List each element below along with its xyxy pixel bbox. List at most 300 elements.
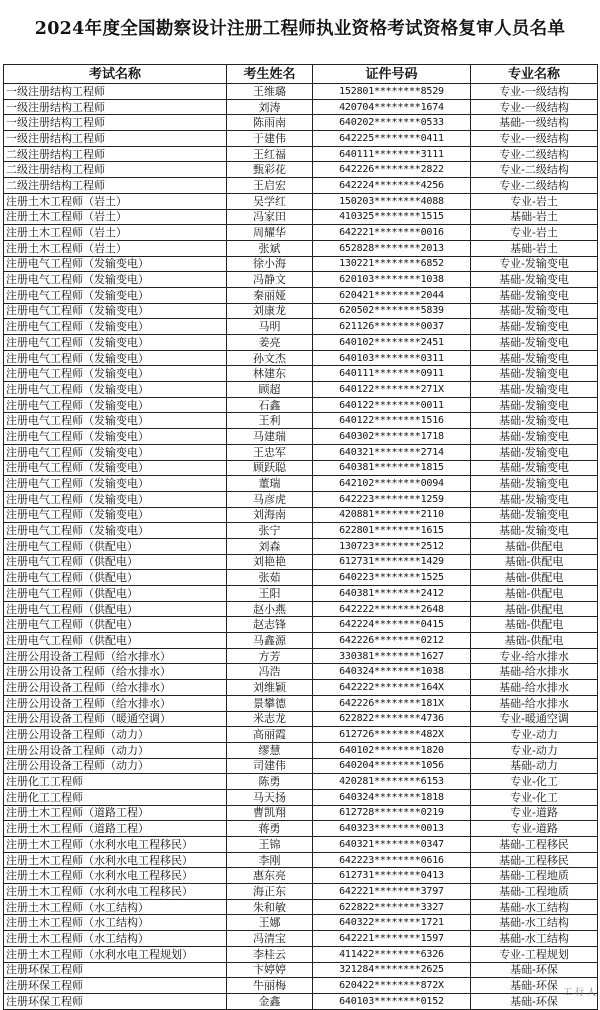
id-number-cell: 621126********0037 bbox=[313, 319, 471, 335]
candidate-name-cell: 刘森 bbox=[227, 538, 313, 554]
exam-name-cell: 注册公用设备工程师（给水排水） bbox=[4, 648, 227, 664]
table-row bbox=[4, 350, 598, 366]
table-row bbox=[4, 444, 598, 460]
candidate-name-cell: 李桂云 bbox=[227, 946, 313, 962]
candidate-table bbox=[3, 64, 598, 1010]
id-number-cell: 640111********3111 bbox=[313, 146, 471, 162]
table-row bbox=[4, 209, 598, 225]
candidate-name-cell: 李刚 bbox=[227, 852, 313, 868]
id-number-cell: 640381********2412 bbox=[313, 586, 471, 602]
exam-name-cell: 注册公用设备工程师（给水排水） bbox=[4, 695, 227, 711]
specialty-cell: 基础-供配电 bbox=[471, 570, 598, 586]
specialty-cell: 专业-工程规划 bbox=[471, 946, 598, 962]
specialty-cell: 基础-给水排水 bbox=[471, 664, 598, 680]
candidate-name-cell: 陈雨南 bbox=[227, 115, 313, 131]
table-row bbox=[4, 84, 598, 100]
exam-name-cell: 注册土木工程师（水利水电工程移民） bbox=[4, 884, 227, 900]
candidate-name-cell: 刘康龙 bbox=[227, 303, 313, 319]
table-row bbox=[4, 774, 598, 790]
exam-name-cell: 注册公用设备工程师（动力） bbox=[4, 727, 227, 743]
table-row bbox=[4, 742, 598, 758]
id-number-cell: 620422********872X bbox=[313, 978, 471, 994]
specialty-cell: 基础-工程移民 bbox=[471, 837, 598, 853]
candidate-name-cell: 马明 bbox=[227, 319, 313, 335]
candidate-name-cell: 吴学红 bbox=[227, 193, 313, 209]
candidate-name-cell: 景攀德 bbox=[227, 695, 313, 711]
candidate-name-cell: 赵志锋 bbox=[227, 617, 313, 633]
specialty-cell: 专业-道路 bbox=[471, 821, 598, 837]
candidate-name-cell: 张斌 bbox=[227, 240, 313, 256]
table-row bbox=[4, 507, 598, 523]
specialty-cell: 基础-发输变电 bbox=[471, 460, 598, 476]
exam-name-cell: 注册电气工程师（发输变电） bbox=[4, 507, 227, 523]
exam-name-cell: 注册土木工程师（水利水电工程移民） bbox=[4, 837, 227, 853]
exam-name-cell: 注册电气工程师（发输变电） bbox=[4, 413, 227, 429]
exam-name-cell: 注册电气工程师（发输变电） bbox=[4, 429, 227, 445]
table-row bbox=[4, 962, 598, 978]
exam-name-cell: 注册土木工程师（岩土） bbox=[4, 209, 227, 225]
specialty-cell: 基础-工程地质 bbox=[471, 868, 598, 884]
id-number-cell: 642225********0411 bbox=[313, 131, 471, 147]
table-row bbox=[4, 680, 598, 696]
table-row bbox=[4, 382, 598, 398]
id-number-cell: 640102********2451 bbox=[313, 335, 471, 351]
candidate-name-cell: 司建伟 bbox=[227, 758, 313, 774]
candidate-name-cell: 甄彩花 bbox=[227, 162, 313, 178]
table-row bbox=[4, 695, 598, 711]
exam-name-cell: 注册土木工程师（道路工程） bbox=[4, 805, 227, 821]
candidate-name-cell: 方芳 bbox=[227, 648, 313, 664]
specialty-cell: 基础-水工结构 bbox=[471, 915, 598, 931]
specialty-cell: 专业-一级结构 bbox=[471, 99, 598, 115]
exam-name-cell: 注册公用设备工程师（给水排水） bbox=[4, 680, 227, 696]
specialty-cell: 专业-动力 bbox=[471, 727, 598, 743]
id-number-cell: 642222********2648 bbox=[313, 601, 471, 617]
table-row bbox=[4, 789, 598, 805]
specialty-cell: 专业-发输变电 bbox=[471, 256, 598, 272]
id-number-cell: 640223********1525 bbox=[313, 570, 471, 586]
specialty-cell: 专业-化工 bbox=[471, 774, 598, 790]
specialty-cell: 基础-发输变电 bbox=[471, 303, 598, 319]
candidate-name-cell: 马建瑞 bbox=[227, 429, 313, 445]
table-row bbox=[4, 648, 598, 664]
specialty-cell: 基础-供配电 bbox=[471, 601, 598, 617]
specialty-cell: 专业-岩土 bbox=[471, 193, 598, 209]
id-number-cell: 640321********2714 bbox=[313, 444, 471, 460]
table-row bbox=[4, 413, 598, 429]
table-row bbox=[4, 946, 598, 962]
specialty-cell: 专业-化工 bbox=[471, 789, 598, 805]
table-row bbox=[4, 633, 598, 649]
specialty-cell: 基础-发输变电 bbox=[471, 476, 598, 492]
exam-name-cell: 注册电气工程师（发输变电） bbox=[4, 287, 227, 303]
specialty-cell: 基础-发输变电 bbox=[471, 397, 598, 413]
candidate-name-cell: 顾跃聪 bbox=[227, 460, 313, 476]
candidate-name-cell: 冯家田 bbox=[227, 209, 313, 225]
table-row bbox=[4, 491, 598, 507]
candidate-name-cell: 陈勇 bbox=[227, 774, 313, 790]
specialty-cell: 基础-水工结构 bbox=[471, 931, 598, 947]
exam-name-cell: 一级注册结构工程师 bbox=[4, 84, 227, 100]
id-number-cell: 642223********1259 bbox=[313, 491, 471, 507]
specialty-cell: 基础-水工结构 bbox=[471, 899, 598, 915]
id-number-cell: 640122********271X bbox=[313, 382, 471, 398]
candidate-name-cell: 王利 bbox=[227, 413, 313, 429]
table-row bbox=[4, 162, 598, 178]
exam-name-cell: 注册电气工程师（供配电） bbox=[4, 633, 227, 649]
specialty-cell: 基础-发输变电 bbox=[471, 523, 598, 539]
specialty-cell: 专业-二级结构 bbox=[471, 162, 598, 178]
id-number-cell: 642224********4256 bbox=[313, 178, 471, 194]
exam-name-cell: 注册电气工程师（发输变电） bbox=[4, 460, 227, 476]
exam-name-cell: 注册电气工程师（发输变电） bbox=[4, 366, 227, 382]
id-number-cell: 640202********0533 bbox=[313, 115, 471, 131]
candidate-name-cell: 张宁 bbox=[227, 523, 313, 539]
id-number-cell: 642223********0616 bbox=[313, 852, 471, 868]
table-row bbox=[4, 303, 598, 319]
id-number-cell: 321284********2625 bbox=[313, 962, 471, 978]
exam-name-cell: 注册土木工程师（水工结构） bbox=[4, 899, 227, 915]
exam-name-cell: 注册电气工程师（发输变电） bbox=[4, 476, 227, 492]
specialty-cell: 基础-环保 bbox=[471, 993, 598, 1009]
exam-name-cell: 注册电气工程师（发输变电） bbox=[4, 350, 227, 366]
id-number-cell: 130221********6852 bbox=[313, 256, 471, 272]
specialty-cell: 基础-给水排水 bbox=[471, 695, 598, 711]
id-number-cell: 652828********2013 bbox=[313, 240, 471, 256]
table-row bbox=[4, 899, 598, 915]
table-row bbox=[4, 429, 598, 445]
table-row bbox=[4, 554, 598, 570]
exam-name-cell: 注册土木工程师（道路工程） bbox=[4, 821, 227, 837]
table-header-row bbox=[4, 65, 598, 84]
candidate-name-cell: 董瑞 bbox=[227, 476, 313, 492]
specialty-cell: 基础-环保 bbox=[471, 962, 598, 978]
exam-name-cell: 注册土木工程师（岩土） bbox=[4, 193, 227, 209]
specialty-cell: 基础-给水排水 bbox=[471, 680, 598, 696]
exam-name-cell: 注册电气工程师（发输变电） bbox=[4, 397, 227, 413]
id-number-cell: 420881********2110 bbox=[313, 507, 471, 523]
table-row bbox=[4, 852, 598, 868]
id-number-cell: 620103********1038 bbox=[313, 272, 471, 288]
exam-name-cell: 二级注册结构工程师 bbox=[4, 178, 227, 194]
table-row bbox=[4, 240, 598, 256]
specialty-cell: 专业-一级结构 bbox=[471, 131, 598, 147]
candidate-name-cell: 王忠军 bbox=[227, 444, 313, 460]
table-row bbox=[4, 146, 598, 162]
table-row bbox=[4, 931, 598, 947]
table-row bbox=[4, 993, 598, 1009]
exam-name-cell: 注册电气工程师（发输变电） bbox=[4, 256, 227, 272]
id-number-cell: 642224********0415 bbox=[313, 617, 471, 633]
specialty-cell: 专业-动力 bbox=[471, 742, 598, 758]
exam-name-cell: 注册土木工程师（水利水电工程移民） bbox=[4, 852, 227, 868]
exam-name-cell: 注册化工工程师 bbox=[4, 789, 227, 805]
id-number-cell: 612726********482X bbox=[313, 727, 471, 743]
table-row bbox=[4, 617, 598, 633]
header-candidate-name: 考生姓名 bbox=[227, 65, 313, 84]
table-row bbox=[4, 601, 598, 617]
specialty-cell: 基础-发输变电 bbox=[471, 507, 598, 523]
table-row bbox=[4, 115, 598, 131]
header-specialty: 专业名称 bbox=[471, 65, 598, 84]
exam-name-cell: 注册化工工程师 bbox=[4, 774, 227, 790]
exam-name-cell: 二级注册结构工程师 bbox=[4, 146, 227, 162]
id-number-cell: 642221********0016 bbox=[313, 225, 471, 241]
candidate-name-cell: 金鑫 bbox=[227, 993, 313, 1009]
candidate-name-cell: 米志龙 bbox=[227, 711, 313, 727]
id-number-cell: 640103********0152 bbox=[313, 993, 471, 1009]
exam-name-cell: 注册公用设备工程师（动力） bbox=[4, 742, 227, 758]
exam-name-cell: 注册环保工程师 bbox=[4, 993, 227, 1009]
table-row bbox=[4, 99, 598, 115]
exam-name-cell: 注册电气工程师（发输变电） bbox=[4, 319, 227, 335]
id-number-cell: 640102********1820 bbox=[313, 742, 471, 758]
document-title: 2024年度全国勘察设计注册工程师执业资格考试资格复审人员名单 bbox=[0, 0, 600, 58]
candidate-name-cell: 张茹 bbox=[227, 570, 313, 586]
exam-name-cell: 注册环保工程师 bbox=[4, 962, 227, 978]
id-number-cell: 642226********2822 bbox=[313, 162, 471, 178]
specialty-cell: 基础-发输变电 bbox=[471, 444, 598, 460]
watermark: 工 行 人 bbox=[563, 985, 596, 998]
table-row bbox=[4, 335, 598, 351]
table-row bbox=[4, 868, 598, 884]
id-number-cell: 612731********0413 bbox=[313, 868, 471, 884]
specialty-cell: 基础-发输变电 bbox=[471, 491, 598, 507]
candidate-name-cell: 王红福 bbox=[227, 146, 313, 162]
specialty-cell: 基础-动力 bbox=[471, 758, 598, 774]
specialty-cell: 基础-工程移民 bbox=[471, 852, 598, 868]
id-number-cell: 640122********0011 bbox=[313, 397, 471, 413]
specialty-cell: 专业-给水排水 bbox=[471, 648, 598, 664]
table-row bbox=[4, 131, 598, 147]
candidate-name-cell: 王启宏 bbox=[227, 178, 313, 194]
candidate-name-cell: 刘海南 bbox=[227, 507, 313, 523]
id-number-cell: 642222********164X bbox=[313, 680, 471, 696]
exam-name-cell: 注册土木工程师（水工结构） bbox=[4, 931, 227, 947]
specialty-cell: 基础-发输变电 bbox=[471, 350, 598, 366]
exam-name-cell: 注册环保工程师 bbox=[4, 978, 227, 994]
table-row bbox=[4, 978, 598, 994]
table-row bbox=[4, 476, 598, 492]
exam-name-cell: 注册电气工程师（供配电） bbox=[4, 570, 227, 586]
candidate-name-cell: 秦丽娅 bbox=[227, 287, 313, 303]
exam-name-cell: 注册电气工程师（发输变电） bbox=[4, 491, 227, 507]
table-row bbox=[4, 821, 598, 837]
specialty-cell: 基础-岩土 bbox=[471, 240, 598, 256]
specialty-cell: 基础-一级结构 bbox=[471, 115, 598, 131]
candidate-name-cell: 马天扬 bbox=[227, 789, 313, 805]
exam-name-cell: 注册公用设备工程师（给水排水） bbox=[4, 664, 227, 680]
specialty-cell: 基础-发输变电 bbox=[471, 382, 598, 398]
id-number-cell: 642221********1597 bbox=[313, 931, 471, 947]
id-number-cell: 420281********6153 bbox=[313, 774, 471, 790]
candidate-name-cell: 冯浩 bbox=[227, 664, 313, 680]
id-number-cell: 150203********4088 bbox=[313, 193, 471, 209]
exam-name-cell: 注册公用设备工程师（暖通空调） bbox=[4, 711, 227, 727]
specialty-cell: 基础-发输变电 bbox=[471, 366, 598, 382]
id-number-cell: 640322********1721 bbox=[313, 915, 471, 931]
id-number-cell: 640103********0311 bbox=[313, 350, 471, 366]
table-row bbox=[4, 711, 598, 727]
specialty-cell: 基础-发输变电 bbox=[471, 335, 598, 351]
candidate-name-cell: 王阳 bbox=[227, 586, 313, 602]
exam-name-cell: 注册电气工程师（供配电） bbox=[4, 554, 227, 570]
candidate-name-cell: 蒋勇 bbox=[227, 821, 313, 837]
candidate-name-cell: 马彦虎 bbox=[227, 491, 313, 507]
table-row bbox=[4, 193, 598, 209]
candidate-name-cell: 王娜 bbox=[227, 915, 313, 931]
table-row bbox=[4, 460, 598, 476]
table-row bbox=[4, 287, 598, 303]
id-number-cell: 130723********2512 bbox=[313, 538, 471, 554]
specialty-cell: 基础-发输变电 bbox=[471, 272, 598, 288]
header-exam-name: 考试名称 bbox=[4, 65, 227, 84]
specialty-cell: 基础-发输变电 bbox=[471, 287, 598, 303]
id-number-cell: 640111********0911 bbox=[313, 366, 471, 382]
candidate-name-cell: 卞婷婷 bbox=[227, 962, 313, 978]
id-number-cell: 640321********0347 bbox=[313, 837, 471, 853]
exam-name-cell: 注册土木工程师（水利水电工程移民） bbox=[4, 868, 227, 884]
exam-name-cell: 注册电气工程师（发输变电） bbox=[4, 523, 227, 539]
id-number-cell: 642102********0094 bbox=[313, 476, 471, 492]
specialty-cell: 专业-一级结构 bbox=[471, 84, 598, 100]
exam-name-cell: 一级注册结构工程师 bbox=[4, 99, 227, 115]
specialty-cell: 专业-二级结构 bbox=[471, 146, 598, 162]
specialty-cell: 专业-岩土 bbox=[471, 225, 598, 241]
candidate-name-cell: 顾超 bbox=[227, 382, 313, 398]
exam-name-cell: 注册土木工程师（岩土） bbox=[4, 240, 227, 256]
candidate-name-cell: 王维璐 bbox=[227, 84, 313, 100]
exam-name-cell: 注册电气工程师（发输变电） bbox=[4, 335, 227, 351]
table-body bbox=[4, 84, 598, 1010]
candidate-name-cell: 刘涛 bbox=[227, 99, 313, 115]
id-number-cell: 622822********4736 bbox=[313, 711, 471, 727]
exam-name-cell: 一级注册结构工程师 bbox=[4, 131, 227, 147]
id-number-cell: 411422********6326 bbox=[313, 946, 471, 962]
candidate-name-cell: 海正东 bbox=[227, 884, 313, 900]
specialty-cell: 基础-岩土 bbox=[471, 209, 598, 225]
candidate-name-cell: 高丽霞 bbox=[227, 727, 313, 743]
table-row bbox=[4, 366, 598, 382]
id-number-cell: 642226********0212 bbox=[313, 633, 471, 649]
specialty-cell: 基础-供配电 bbox=[471, 554, 598, 570]
candidate-name-cell: 曹凯翔 bbox=[227, 805, 313, 821]
table-row bbox=[4, 225, 598, 241]
specialty-cell: 基础-供配电 bbox=[471, 633, 598, 649]
table-row bbox=[4, 664, 598, 680]
table-row bbox=[4, 256, 598, 272]
id-number-cell: 612731********1429 bbox=[313, 554, 471, 570]
id-number-cell: 622822********3327 bbox=[313, 899, 471, 915]
header-id-number: 证件号码 bbox=[313, 65, 471, 84]
table-row bbox=[4, 837, 598, 853]
candidate-name-cell: 周耀华 bbox=[227, 225, 313, 241]
table-row bbox=[4, 523, 598, 539]
exam-name-cell: 注册电气工程师（供配电） bbox=[4, 601, 227, 617]
table-row bbox=[4, 805, 598, 821]
candidate-name-cell: 孙文杰 bbox=[227, 350, 313, 366]
candidate-name-cell: 惠东亮 bbox=[227, 868, 313, 884]
id-number-cell: 622801********1615 bbox=[313, 523, 471, 539]
candidate-name-cell: 马鑫源 bbox=[227, 633, 313, 649]
table-row bbox=[4, 178, 598, 194]
candidate-name-cell: 冯静文 bbox=[227, 272, 313, 288]
specialty-cell: 专业-二级结构 bbox=[471, 178, 598, 194]
id-number-cell: 640324********1038 bbox=[313, 664, 471, 680]
id-number-cell: 642226********181X bbox=[313, 695, 471, 711]
candidate-name-cell: 林建东 bbox=[227, 366, 313, 382]
table-row bbox=[4, 272, 598, 288]
table-row bbox=[4, 727, 598, 743]
candidate-name-cell: 石鑫 bbox=[227, 397, 313, 413]
specialty-cell: 基础-发输变电 bbox=[471, 319, 598, 335]
specialty-cell: 基础-供配电 bbox=[471, 617, 598, 633]
id-number-cell: 620502********5839 bbox=[313, 303, 471, 319]
id-number-cell: 330381********1627 bbox=[313, 648, 471, 664]
specialty-cell: 专业-暖通空调 bbox=[471, 711, 598, 727]
candidate-name-cell: 缪慧 bbox=[227, 742, 313, 758]
exam-name-cell: 注册土木工程师（水利水电工程规划） bbox=[4, 946, 227, 962]
specialty-cell: 基础-环保 bbox=[471, 978, 598, 994]
table-row bbox=[4, 538, 598, 554]
candidate-name-cell: 王锦 bbox=[227, 837, 313, 853]
id-number-cell: 612728********0219 bbox=[313, 805, 471, 821]
id-number-cell: 420704********1674 bbox=[313, 99, 471, 115]
id-number-cell: 640323********0013 bbox=[313, 821, 471, 837]
table-row bbox=[4, 586, 598, 602]
table-row bbox=[4, 319, 598, 335]
id-number-cell: 640381********1815 bbox=[313, 460, 471, 476]
candidate-name-cell: 刘维颖 bbox=[227, 680, 313, 696]
candidate-name-cell: 于建伟 bbox=[227, 131, 313, 147]
exam-name-cell: 注册电气工程师（发输变电） bbox=[4, 303, 227, 319]
specialty-cell: 基础-供配电 bbox=[471, 538, 598, 554]
exam-name-cell: 注册土木工程师（岩土） bbox=[4, 225, 227, 241]
candidate-name-cell: 徐小海 bbox=[227, 256, 313, 272]
exam-name-cell: 注册电气工程师（供配电） bbox=[4, 538, 227, 554]
id-number-cell: 640324********1818 bbox=[313, 789, 471, 805]
id-number-cell: 642221********3797 bbox=[313, 884, 471, 900]
exam-name-cell: 注册土木工程师（水工结构） bbox=[4, 915, 227, 931]
specialty-cell: 基础-工程地质 bbox=[471, 884, 598, 900]
candidate-name-cell: 姜亮 bbox=[227, 335, 313, 351]
id-number-cell: 640204********1056 bbox=[313, 758, 471, 774]
specialty-cell: 基础-发输变电 bbox=[471, 413, 598, 429]
table-row bbox=[4, 758, 598, 774]
exam-name-cell: 二级注册结构工程师 bbox=[4, 162, 227, 178]
exam-name-cell: 注册电气工程师（发输变电） bbox=[4, 444, 227, 460]
id-number-cell: 640302********1718 bbox=[313, 429, 471, 445]
id-number-cell: 640122********1516 bbox=[313, 413, 471, 429]
exam-name-cell: 注册电气工程师（供配电） bbox=[4, 617, 227, 633]
specialty-cell: 专业-道路 bbox=[471, 805, 598, 821]
candidate-name-cell: 刘艳艳 bbox=[227, 554, 313, 570]
candidate-name-cell: 朱和敏 bbox=[227, 899, 313, 915]
id-number-cell: 620421********2044 bbox=[313, 287, 471, 303]
id-number-cell: 152801********8529 bbox=[313, 84, 471, 100]
candidate-name-cell: 赵小燕 bbox=[227, 601, 313, 617]
exam-name-cell: 注册电气工程师（发输变电） bbox=[4, 382, 227, 398]
table-row bbox=[4, 915, 598, 931]
specialty-cell: 基础-发输变电 bbox=[471, 429, 598, 445]
specialty-cell: 基础-供配电 bbox=[471, 586, 598, 602]
table-row bbox=[4, 570, 598, 586]
exam-name-cell: 一级注册结构工程师 bbox=[4, 115, 227, 131]
exam-name-cell: 注册电气工程师（供配电） bbox=[4, 586, 227, 602]
exam-name-cell: 注册电气工程师（发输变电） bbox=[4, 272, 227, 288]
table-row bbox=[4, 884, 598, 900]
exam-name-cell: 注册公用设备工程师（动力） bbox=[4, 758, 227, 774]
